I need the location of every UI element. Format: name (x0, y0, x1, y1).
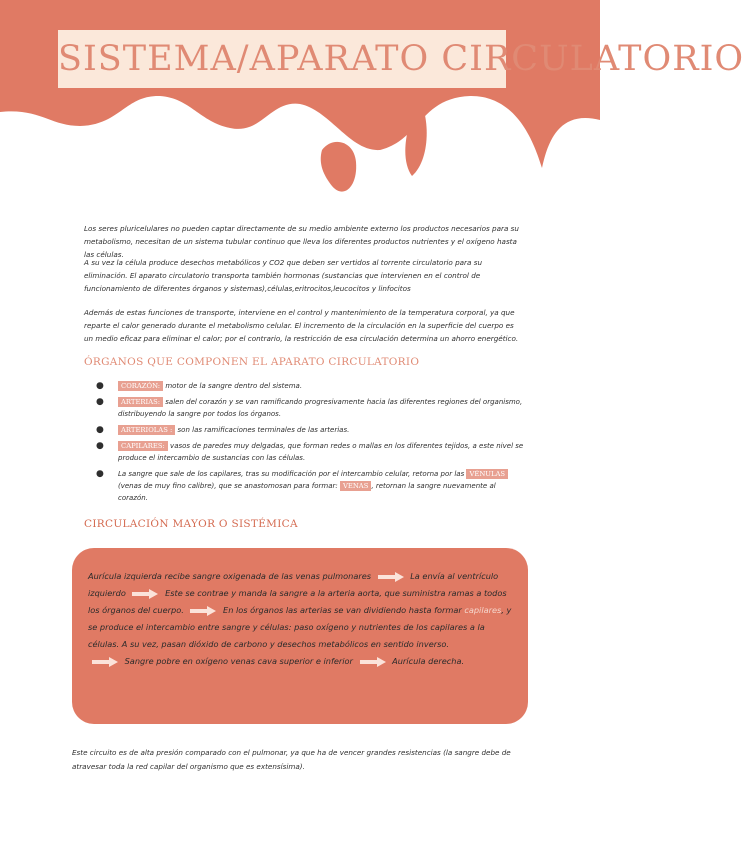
organ-tag: CAPILARES: (118, 441, 168, 451)
step-text: En los órganos las arterias se van dividiendo hasta formar (223, 605, 462, 615)
footer-paragraph: Este circuito es de alta presión comparado con el pulmonar, ya que ha de vencer grandes resistencias (la sangre debe de atravesar toda la red capilar del organismo que es extensísima). (72, 748, 511, 771)
step-text: , y se produce el intercambio entre sangre y células: paso oxígeno y nutrientes de los capilares a la células. A su vez, pasan dióxido de carbono y desechos metabólicos en sentido inverso. (88, 605, 512, 649)
arrow-right-icon (132, 589, 158, 599)
intro-paragraph: Los seres pluricelulares no pueden captar directamente de su medio ambiente externo los productos necesarios para su metabolismo, necesitan de un sistema tubular continuo que lleva los diferentes productos nutrientes y el oxígeno hasta las células. (84, 224, 519, 259)
venulas-tag: VÉNULAS (466, 469, 508, 479)
step-text: Este se contrae y manda la sangre a la arteria aorta, que suministra ramas a todos los órganos del cuerpo. (88, 588, 507, 615)
list-item (96, 468, 526, 504)
arrow-right-icon (190, 606, 216, 616)
organs-list (96, 380, 526, 508)
organ-tag: CORAZÓN: (118, 381, 163, 391)
bullet-icon: ● (96, 425, 104, 435)
list-item (96, 396, 526, 420)
organ-tag: ARTERIAS: (118, 397, 163, 407)
arrow-right-icon (360, 657, 386, 667)
organ-text: vasos de paredes muy delgadas, que forman redes o mallas en los diferentes tejidos, a este nivel se produce el intercambio de sustancias con las células. (118, 442, 524, 462)
temperature-paragraph: Además de estas funciones de transporte, interviene en el control y mantenimiento de la temperatura corporal, ya que reparte el calor generado durante el metabolismo celular. El incremento de la circulación en la superficie del cuerpo es un medio eficaz para eliminar el calor; por el contrario, la restricción de esa circulación determina un ahorro energético. (84, 308, 519, 343)
step-text: Aurícula derecha. (392, 656, 465, 666)
arrow-right-icon (92, 657, 118, 667)
list-item (96, 424, 526, 436)
bullet-icon: ● (96, 381, 104, 391)
list-item (96, 380, 526, 392)
organ-text: La sangre que sale de los capilares, tras su modificación por el intercambio celular, retorna por las (118, 470, 467, 478)
organ-text: son las ramificaciones terminales de las arterias. (175, 426, 350, 434)
list-item (96, 440, 526, 464)
waste-paragraph: A su vez la célula produce desechos metabólicos y CO2 que deben ser vertidos al torrente circulatorio para su eliminación. El aparato circulatorio transporta también hormonas (sustancias que intervienen en el control de funcionamiento de diferentes órganos y sistemas),células,eritrocitos,leucocitos y linfocitos (84, 258, 483, 293)
step-text: Aurícula izquierda recibe sangre oxigenada de las venas pulmonares (88, 571, 372, 581)
bullet-icon: ● (96, 397, 104, 407)
organs-heading: ÓRGANOS QUE COMPONEN EL APARATO CIRCULATORIO (84, 356, 420, 368)
organ-text: (venas de muy fino calibre), que se anastomosan para formar: (118, 482, 340, 490)
venas-tag: VENAS (340, 481, 371, 491)
step-text: La envía al ventrículo izquierdo (88, 571, 499, 598)
organ-text: , retornan la sangre nuevamente al corazón. (118, 482, 496, 502)
arrow-right-icon (378, 572, 404, 582)
step-text: Sangre pobre en oxígeno venas cava superior e inferior (124, 656, 353, 666)
capilares-text: capilares (464, 605, 502, 615)
organ-text: motor de la sangre dentro del sistema. (163, 382, 303, 390)
major-circulation-heading: CIRCULACIÓN MAYOR O SISTÉMICA (84, 518, 298, 530)
organ-text: salen del corazón y se van ramificando progresivamente hacia las diferentes regiones del organismo, distribuyendo la sangre por todos los órganos. (118, 398, 523, 418)
bullet-icon: ● (96, 469, 104, 479)
bullet-icon: ● (96, 441, 104, 451)
organ-tag: ARTERIOLAS : (118, 425, 175, 435)
circulation-text (88, 568, 518, 670)
page-title: SISTEMA/APARATO CIRCULATORIO (58, 30, 506, 88)
